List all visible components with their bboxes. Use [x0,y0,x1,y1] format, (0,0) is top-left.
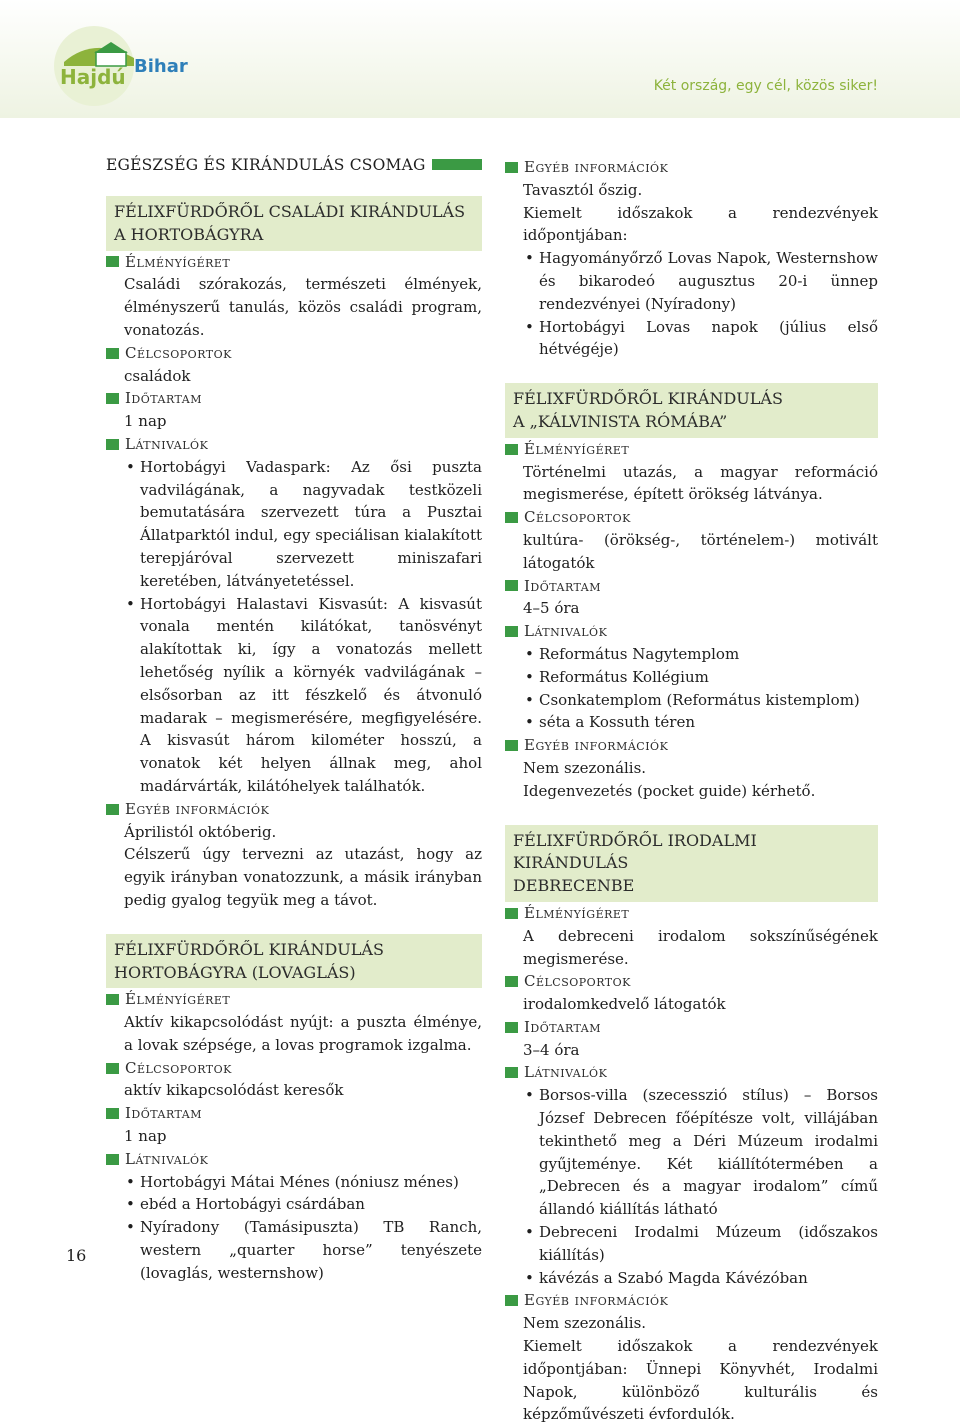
svg-text:Bihar: Bihar [134,56,188,77]
experience-label: Élményígéret [106,988,482,1011]
duration-text: 1 nap [124,412,167,431]
section-heading: FÉLIXFÜRDŐRŐL KIRÁNDULÁS HORTOBÁGYRA (LOVAGLÁS) [106,934,482,989]
info-text: Kiemelt időszakok a rendezvények időpontjában: Ünnepi Könyvhét, Irodalmi Napok, különböző kulturális és képzőművészeti évfordulók. [523,1337,878,1424]
square-bullet-icon [505,162,518,173]
target-text: családok [124,366,191,385]
experience-label: Élményígéret [505,438,878,461]
list-item: • ebéd a Hortobágyi csárdában [106,1193,482,1216]
info-label: Egyéb információk [505,156,878,179]
list-item: • Borsos-villa (szecesszió stílus) – Borsos József Debrecen főépítésze volt, villájában tekinthető meg a Déri Múzeum irodalmi gyűjteménye. Két kiállítótermében a „Debrecen és a magyar irodalom” című állandó kiállítás látható [505,1084,878,1221]
list-item: • Hortobágyi Lovas napok (július első hétvégéje) [505,316,878,362]
experience-text: Történelmi utazás, a magyar reformáció megismerése, épített örökség látványa. [523,462,878,504]
square-bullet-icon [106,1063,119,1074]
duration-label: Időtartam [505,575,878,598]
target-label: Célcsoportok [106,1057,482,1080]
section-heading: FÉLIXFÜRDŐRŐL CSALÁDI KIRÁNDULÁS A HORTOBÁGYRA [106,196,482,251]
duration-label: Időtartam [505,1016,878,1039]
hajdu-bihar-logo [36,22,216,106]
right-column [505,156,878,1426]
sights-label: Látnivalók [106,1148,482,1171]
list-item: • Hagyományőrző Lovas Napok, Westernshow és bikarodeó augusztus 20-i ünnep rendezvényei (Nyíradony) [505,247,878,315]
sights-label: Látnivalók [505,620,878,643]
duration-text: 4–5 óra [523,599,580,618]
square-bullet-icon [106,439,119,450]
info-text: Célszerű úgy tervezni az utazást, hogy az egyik irányban vonatozzunk, a másik irányban pedig gyalog tegyük meg a távot. [124,845,482,909]
square-bullet-icon [505,626,518,637]
square-bullet-icon [106,1154,119,1165]
info-text: Nem szezonális. [523,758,647,777]
info-text: Áprilistól októberig. [124,822,277,841]
experience-label: Élményígéret [505,902,878,925]
list-item: • Református Kollégium [505,666,878,689]
target-text: irodalomkedvelő látogatók [523,995,726,1014]
duration-text: 1 nap [124,1127,167,1146]
list-item: • Református Nagytemplom [505,643,878,666]
info-text: Nem szezonális. [523,1314,647,1333]
square-bullet-icon [505,976,518,987]
experience-text: A debreceni irodalom sokszínűségének megismerése. [523,926,878,968]
target-label: Célcsoportok [505,970,878,993]
list-item: • Hortobágyi Vadaspark: Az ősi puszta vadvilágának, a nagyvadak testközeli bemutatására szervezett túra a Pusztai Állatparktól indul, egy speciálisan kialakított terepjáróval szervezett miniszafari keretében, látványetetéssel. [106,456,482,593]
info-label: Egyéb információk [505,734,878,757]
info-label: Egyéb információk [505,1289,878,1312]
page-title: EGÉSZSÉG ÉS KIRÁNDULÁS CSOMAG [106,156,426,174]
square-bullet-icon [505,1295,518,1306]
square-bullet-icon [505,1067,518,1078]
square-bullet-icon [505,580,518,591]
square-bullet-icon [505,908,518,919]
sights-label: Látnivalók [106,433,482,456]
target-label: Célcsoportok [106,342,482,365]
page-number: 16 [66,1246,87,1265]
info-text: Tavasztól őszig. [523,180,643,199]
info-label: Egyéb információk [106,798,482,821]
section-heading: FÉLIXFÜRDŐRŐL KIRÁNDULÁS A „KÁLVINISTA RÓMÁBA” [505,383,878,438]
tagline: Két ország, egy cél, közös siker! [653,78,878,94]
title-accent-bar [432,159,482,170]
list-item: • Debreceni Irodalmi Múzeum (időszakos kiállítás) [505,1221,878,1267]
list-item: • Hortobágyi Mátai Ménes (nóniusz ménes) [106,1171,482,1194]
square-bullet-icon [106,1108,119,1119]
section-heading: FÉLIXFÜRDŐRŐL IRODALMI KIRÁNDULÁS DEBRECENBE [505,825,878,902]
duration-label: Időtartam [106,1102,482,1125]
experience-label: Élményígéret [106,251,482,274]
list-item: • Nyíradony (Tamásipuszta) TB Ranch, western „quarter horse” tenyészete (lovaglás, westernshow) [106,1216,482,1284]
list-item: • Hortobágyi Halastavi Kisvasút: A kisvasút vonala mentén kilátókat, tanösvényt alakítottak ki, így a vonatozás mellett lehetőség nyílik a környék vadvilágának – elsősorban az itt fészkelő és átvonuló madarak – megismerésére, megfigyelésére. A kisvasút három kilométer hosszú, a vonatok két helyen állnak meg, ahol madárvárták, kilátóhelyek találhatók. [106,593,482,798]
square-bullet-icon [106,994,119,1005]
square-bullet-icon [106,348,119,359]
square-bullet-icon [106,256,119,267]
list-item: • Csonkatemplom (Református kistemplom) [505,689,878,712]
sights-label: Látnivalók [505,1061,878,1084]
target-text: kultúra- (örökség-, történelem-) motivált látogatók [523,530,878,572]
square-bullet-icon [106,804,119,815]
duration-label: Időtartam [106,387,482,410]
square-bullet-icon [505,1022,518,1033]
square-bullet-icon [505,512,518,523]
info-text: Kiemelt időszakok a rendezvények időpontjában: [523,203,878,245]
svg-text:Hajdú: Hajdú [60,65,126,89]
square-bullet-icon [505,444,518,455]
info-text: Idegenvezetés (pocket guide) kérhető. [523,781,816,800]
target-label: Célcsoportok [505,506,878,529]
list-item: • séta a Kossuth téren [505,711,878,734]
target-text: aktív kikapcsolódást keresők [124,1081,344,1100]
square-bullet-icon [106,393,119,404]
duration-text: 3–4 óra [523,1040,580,1059]
left-column [106,196,482,1285]
list-item: • kávézás a Szabó Magda Kávézóban [505,1267,878,1290]
experience-text: Aktív kikapcsolódást nyújt: a puszta élménye, a lovak szépsége, a lovas programok izgalma. [124,1013,482,1054]
square-bullet-icon [505,740,518,751]
experience-text: Családi szórakozás, természeti élmények, élményszerű tanulás, közös családi program, vonatozás. [124,275,482,339]
